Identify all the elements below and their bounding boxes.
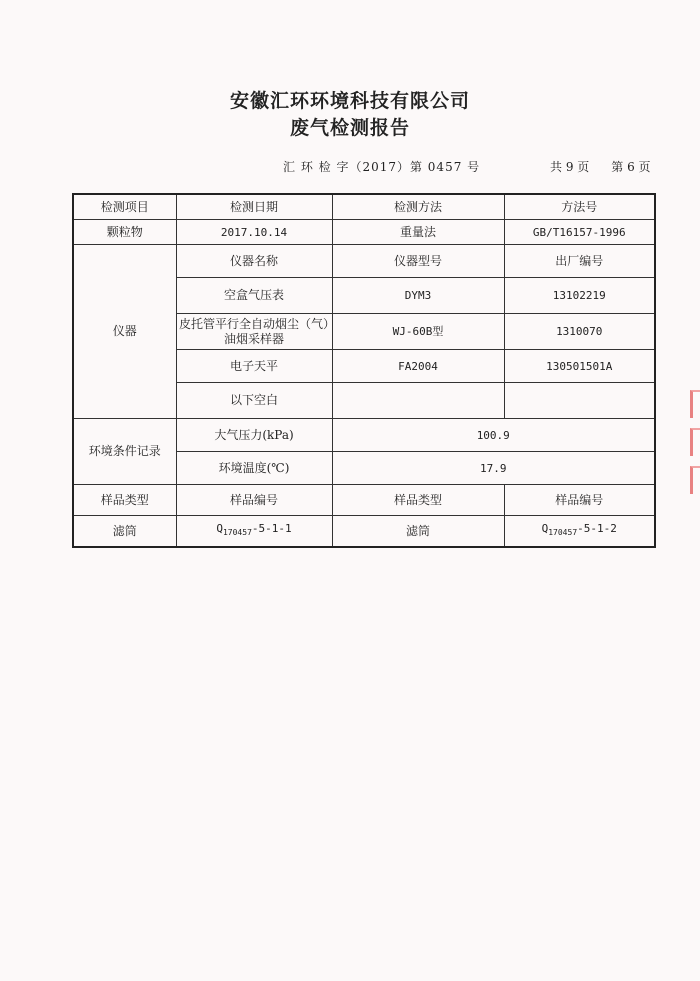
sample-id: $Q_{170457}-5-1-1$ <box>176 516 332 548</box>
instrument-model <box>332 383 504 419</box>
instrument-header-cell: 仪器型号 <box>332 245 504 278</box>
seal-stamp-fragment <box>686 380 700 520</box>
test-item-row <box>73 220 655 245</box>
environment-name: 环境温度(℃) <box>176 452 332 485</box>
instrument-model: WJ-60B型 <box>332 314 504 350</box>
header-cell: 方法号 <box>504 194 655 220</box>
report-table <box>72 193 656 548</box>
method-number: GB/T16157-1996 <box>504 220 655 245</box>
header-cell: 检测方法 <box>332 194 504 220</box>
header-cell: 检测项目 <box>73 194 176 220</box>
environment-section-label: 环境条件记录 <box>73 419 176 485</box>
sample-header-cell: 样品编号 <box>176 485 332 516</box>
sample-header-cell: 样品编号 <box>504 485 655 516</box>
instrument-name: 以下空白 <box>176 383 332 419</box>
test-date: 2017.10.14 <box>176 220 332 245</box>
instrument-header-cell: 仪器名称 <box>176 245 332 278</box>
environment-value: 17.9 <box>332 452 655 485</box>
sample-row <box>73 516 655 548</box>
instrument-serial: 13102219 <box>504 278 655 314</box>
sample-id: $Q_{170457}-5-1-2$ <box>504 516 655 548</box>
current-page: 第 6 页 <box>611 160 651 174</box>
instrument-serial <box>504 383 655 419</box>
header-cell: 检测日期 <box>176 194 332 220</box>
instrument-header-row <box>73 245 655 278</box>
instrument-model: DYM3 <box>332 278 504 314</box>
page-info <box>550 158 651 175</box>
test-method: 重量法 <box>332 220 504 245</box>
instrument-serial: 1310070 <box>504 314 655 350</box>
total-pages: 共 9 页 <box>550 160 590 174</box>
sample-header-row <box>73 485 655 516</box>
sample-header-cell: 样品类型 <box>332 485 504 516</box>
report-title: 废气检测报告 <box>289 117 410 139</box>
report-reference-number: 汇 环 检 字（2017）第 0457 号 <box>283 160 481 174</box>
sample-type: 滤筒 <box>73 516 176 548</box>
table-header-row <box>73 194 655 220</box>
instrument-name: 空盒气压表 <box>176 278 332 314</box>
instrument-name: 皮托管平行全自动烟尘（气）油烟采样器 <box>176 314 332 350</box>
instrument-model: FA2004 <box>332 350 504 383</box>
sample-header-cell: 样品类型 <box>73 485 176 516</box>
test-item: 颗粒物 <box>73 220 176 245</box>
environment-name: 大气压力(kPa) <box>176 419 332 452</box>
instrument-serial: 130501501A <box>504 350 655 383</box>
instrument-name: 电子天平 <box>176 350 332 383</box>
environment-row <box>73 419 655 452</box>
company-name: 安徽汇环环境科技有限公司 <box>229 90 470 112</box>
sample-type: 滤筒 <box>332 516 504 548</box>
instrument-section-label: 仪器 <box>73 245 176 419</box>
environment-value: 100.9 <box>332 419 655 452</box>
instrument-header-cell: 出厂编号 <box>504 245 655 278</box>
